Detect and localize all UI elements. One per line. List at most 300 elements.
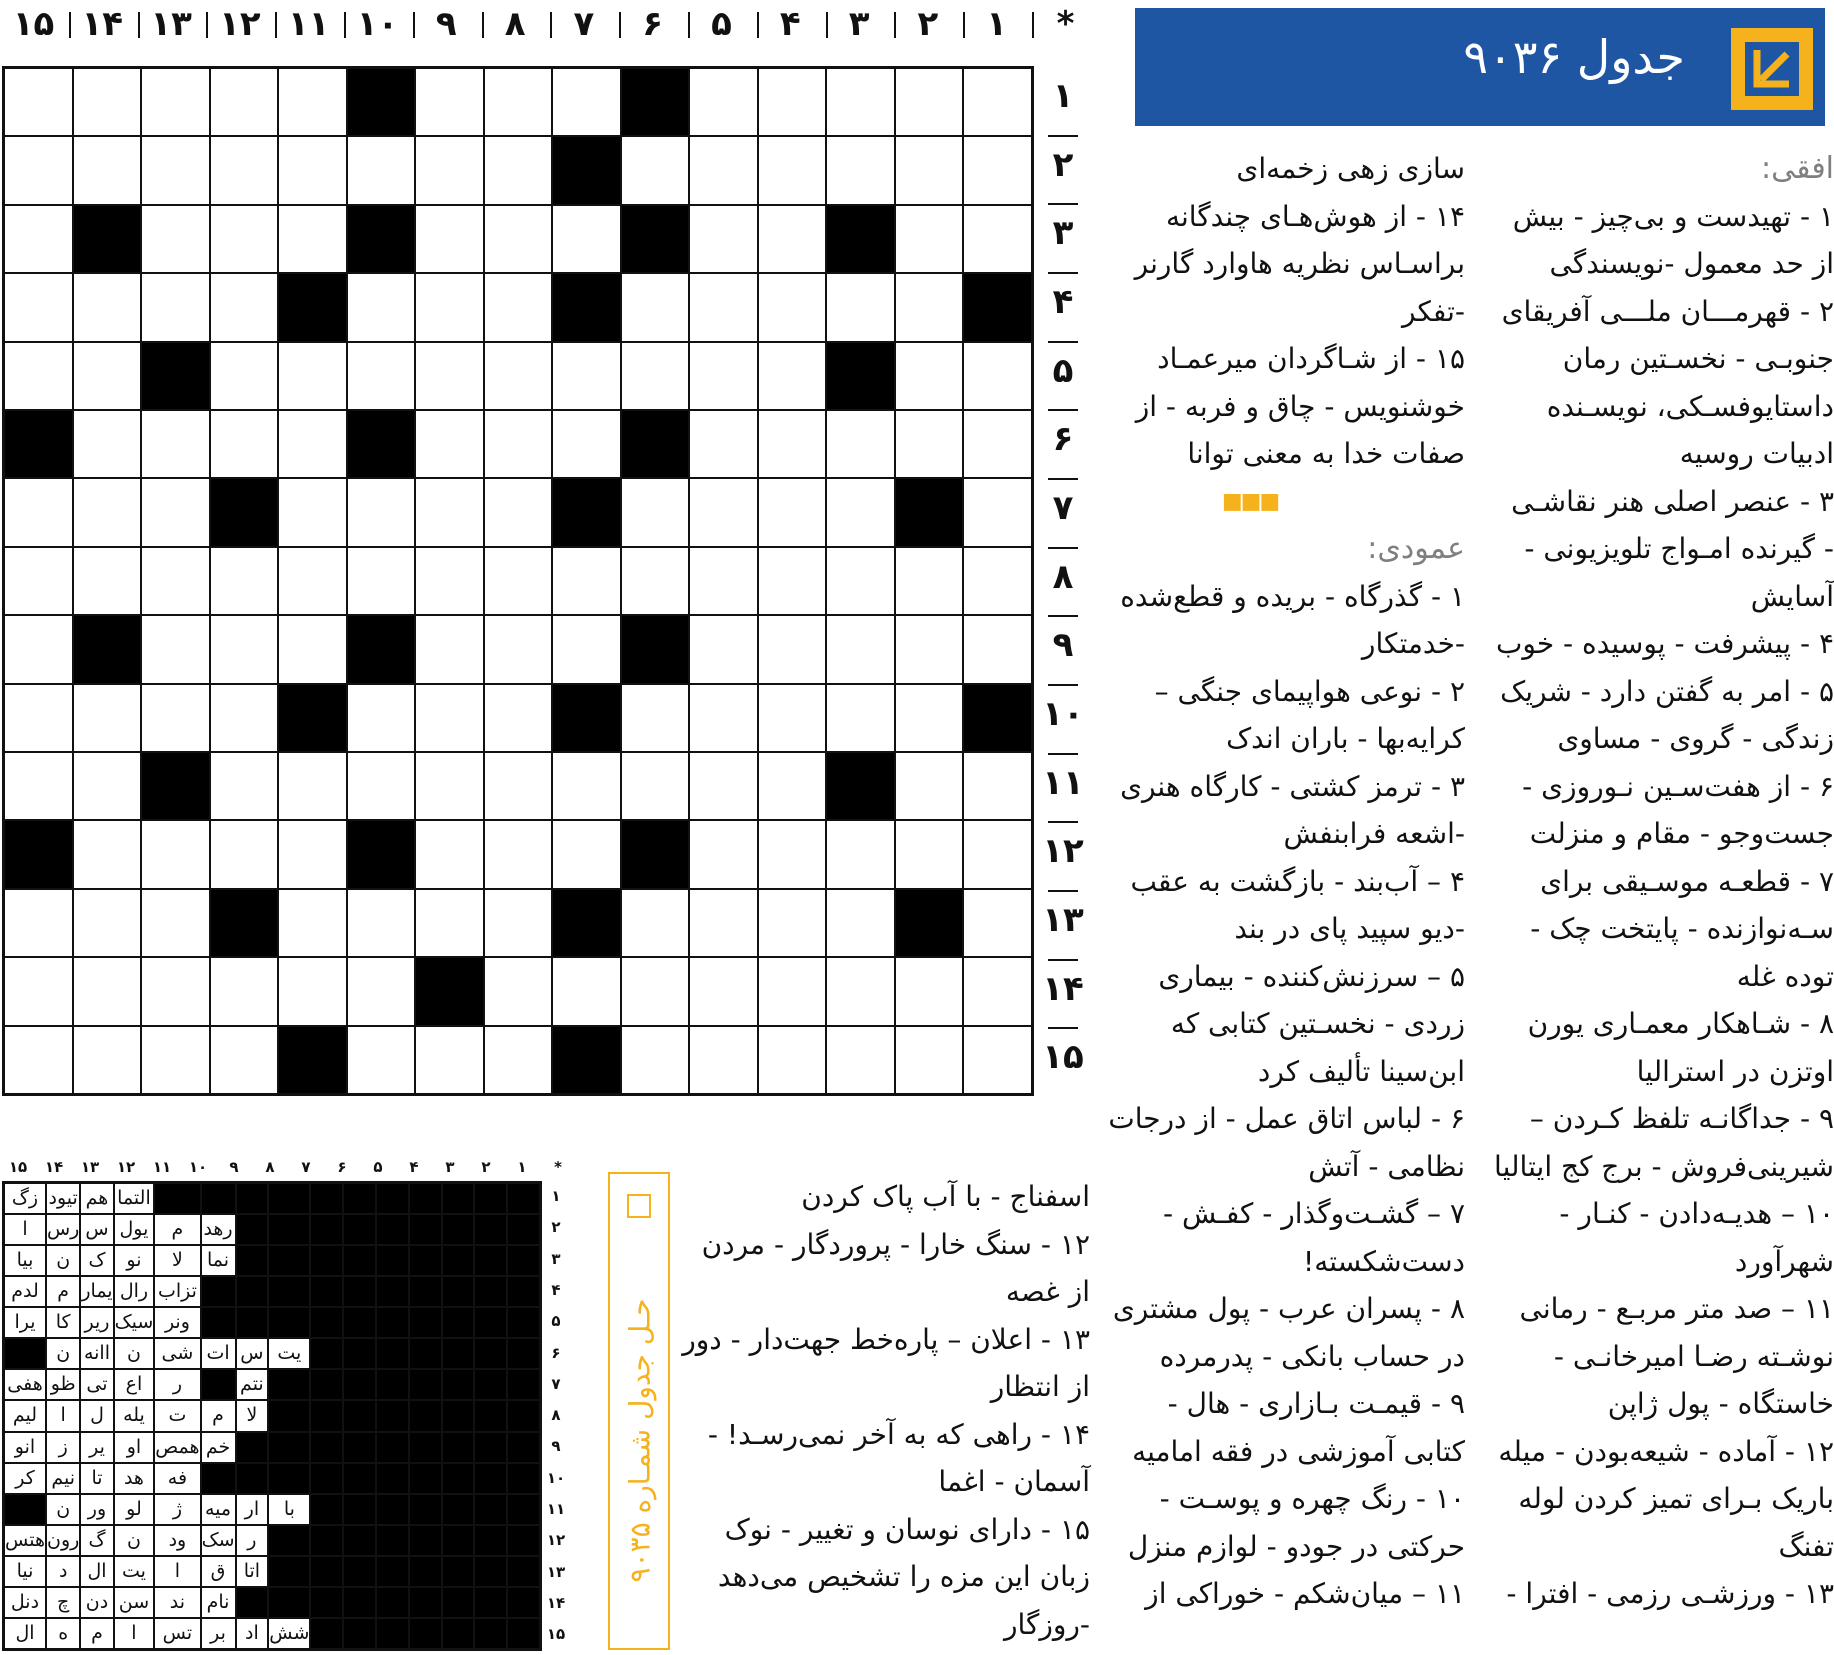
row-number: ۱۱ [1042,762,1084,803]
grid-cell[interactable] [963,547,1032,615]
grid-cell[interactable] [484,684,553,752]
grid-cell[interactable] [4,205,73,273]
grid-cell[interactable] [621,547,690,615]
grid-cell[interactable] [689,615,758,683]
grid-cell[interactable] [758,684,827,752]
grid-cell[interactable] [347,957,416,1025]
grid-cell[interactable] [963,478,1032,546]
grid-cell[interactable] [210,820,279,888]
solution-cell: م [201,1400,236,1431]
grid-cell[interactable] [895,820,964,888]
grid-cell[interactable] [4,478,73,546]
grid-cell[interactable] [347,889,416,957]
clue-line: ۱ - گذرگاه - بریده و قطع‌شده [1120,579,1465,613]
grid-cell[interactable] [210,1026,279,1094]
solution-black-cell [154,1183,200,1214]
grid-cell[interactable] [621,136,690,204]
grid-cell[interactable] [689,205,758,273]
grid-cell[interactable] [4,273,73,341]
grid-cell[interactable] [278,820,347,888]
grid-cell[interactable] [73,1026,142,1094]
grid-cell[interactable] [73,820,142,888]
grid-cell[interactable] [141,547,210,615]
black-cell [552,889,621,957]
solution-black-cell [310,1338,343,1369]
column-separator [688,12,690,38]
grid-cell[interactable] [141,136,210,204]
solution-cell: نتم [236,1369,269,1400]
grid-cell[interactable] [347,752,416,820]
grid-cell[interactable] [415,752,484,820]
solution-black-cell [474,1463,507,1494]
grid-cell[interactable] [4,615,73,683]
grid-cell[interactable] [141,1026,210,1094]
solution-black-cell [343,1556,376,1587]
black-cell [141,752,210,820]
grid-cell[interactable] [963,820,1032,888]
grid-cell[interactable] [278,68,347,136]
grid-cell[interactable] [689,342,758,410]
column-separator [550,12,552,38]
grid-cell[interactable] [552,547,621,615]
grid-cell[interactable] [210,957,279,1025]
grid-cell[interactable] [73,547,142,615]
solution-black-cell [376,1463,409,1494]
grid-cell[interactable] [621,1026,690,1094]
grid-cell[interactable] [552,615,621,683]
grid-cell[interactable] [73,957,142,1025]
solution-cell: یول [114,1214,155,1245]
solution-black-cell [409,1463,442,1494]
grid-cell[interactable] [210,342,279,410]
column-number: ۸ [504,4,526,44]
solution-black-cell [376,1494,409,1525]
grid-cell[interactable] [73,889,142,957]
grid-cell[interactable] [895,68,964,136]
grid-cell[interactable] [347,478,416,546]
black-cell [347,410,416,478]
solution-cell: همص [154,1432,200,1463]
clue-line: صفات خدا به معنی توانا [1187,437,1465,470]
grid-cell[interactable] [963,752,1032,820]
crossword-grid [2,66,1034,1096]
grid-cell[interactable] [141,957,210,1025]
solution-black-cell [343,1494,376,1525]
grid-cell[interactable] [73,68,142,136]
column-number: ۱۳ [150,4,192,44]
grid-cell[interactable] [415,615,484,683]
grid-cell[interactable] [415,273,484,341]
clue-line: ۱۴ - از هوش‌هـای چندگانه [1165,199,1465,233]
grid-cell[interactable] [621,273,690,341]
solution-black-cell [409,1618,442,1649]
clue-line: از انتظار [990,1370,1090,1403]
grid-cell[interactable] [552,68,621,136]
row-separator [1048,272,1078,274]
grid-cell[interactable] [758,68,827,136]
grid-cell[interactable] [689,752,758,820]
solution-cell: بر [201,1618,236,1649]
grid-cell[interactable] [4,684,73,752]
solution-black-cell [474,1307,507,1338]
grid-cell[interactable] [895,684,964,752]
grid-cell[interactable] [415,684,484,752]
grid-cell[interactable] [484,615,553,683]
grid-cell[interactable] [758,273,827,341]
grid-cell[interactable] [278,410,347,478]
solution-column-number: ۵ [373,1158,383,1176]
solution-black-cell [474,1556,507,1587]
row-separator [1048,203,1078,205]
grid-cell[interactable] [210,273,279,341]
grid-cell[interactable] [621,957,690,1025]
solution-cell: م [154,1214,200,1245]
grid-cell[interactable] [895,547,964,615]
grid-cell[interactable] [621,889,690,957]
grid-cell[interactable] [415,342,484,410]
grid-cell[interactable] [141,273,210,341]
column-number: ۴ [779,4,801,44]
grid-cell[interactable] [895,273,964,341]
grid-cell[interactable] [484,478,553,546]
grid-cell[interactable] [484,547,553,615]
black-cell [347,615,416,683]
clue-line: ۷ - قطعـه موسـیقی برای [1540,864,1834,898]
solution-black-cell [236,1183,269,1214]
grid-cell[interactable] [4,68,73,136]
column-separator [344,12,346,38]
grid-cell[interactable] [552,752,621,820]
grid-cell[interactable] [895,615,964,683]
grid-cell[interactable] [552,410,621,478]
clue-line: ۶ - از هفت‌سـین نـوروزی - [1522,769,1834,803]
grid-cell[interactable] [141,478,210,546]
grid-cell[interactable] [689,1026,758,1094]
grid-cell[interactable] [73,752,142,820]
clue-line: ۱۵ - دارای نوسان و تغییر - نوک [724,1512,1090,1546]
grid-cell[interactable] [758,889,827,957]
grid-cell[interactable] [484,752,553,820]
grid-cell[interactable] [415,205,484,273]
grid-cell[interactable] [826,478,895,546]
grid-cell[interactable] [210,752,279,820]
column-separator [413,12,415,38]
grid-cell[interactable] [415,68,484,136]
grid-cell[interactable] [347,136,416,204]
solution-black-cell [409,1369,442,1400]
solution-column-number: ۳ [445,1158,455,1176]
grid-cell[interactable] [895,410,964,478]
clue-line: کرایه‌بها - باران اندک [1226,722,1465,755]
clue-line: ۱۲ - آماده - شیعه‌بودن - میله [1498,1434,1834,1468]
solution-black-cell [507,1525,540,1556]
column-number: ۹ [435,4,457,44]
grid-cell[interactable] [4,136,73,204]
grid-cell[interactable] [484,820,553,888]
grid-cell[interactable] [415,820,484,888]
grid-cell[interactable] [415,478,484,546]
solution-column-number: ۲ [481,1158,491,1176]
black-cell [347,820,416,888]
grid-cell[interactable] [4,889,73,957]
grid-cell[interactable] [484,1026,553,1094]
grid-cell[interactable] [963,889,1032,957]
grid-cell[interactable] [210,684,279,752]
solution-cell: ک [80,1245,113,1276]
solution-black-cell [409,1276,442,1307]
clue-line: دست‌شکسته! [1302,1244,1465,1278]
grid-cell[interactable] [73,342,142,410]
grid-cell[interactable] [826,68,895,136]
grid-cell[interactable] [347,273,416,341]
grid-cell[interactable] [826,136,895,204]
grid-cell[interactable] [552,342,621,410]
grid-cell[interactable] [826,547,895,615]
grid-cell[interactable] [552,205,621,273]
grid-cell[interactable] [826,889,895,957]
grid-cell[interactable] [278,752,347,820]
grid-cell[interactable] [484,68,553,136]
grid-cell[interactable] [689,889,758,957]
grid-cell[interactable] [689,478,758,546]
black-cell [278,1026,347,1094]
solution-cell: ار [236,1494,269,1525]
grid-cell[interactable] [826,820,895,888]
grid-cell[interactable] [963,68,1032,136]
grid-cell[interactable] [415,410,484,478]
grid-cell[interactable] [415,889,484,957]
grid-cell[interactable] [278,957,347,1025]
grid-cell[interactable] [895,957,964,1025]
grid-cell[interactable] [758,1026,827,1094]
clue-line: خوشنویس - چاق و فربه - از [1135,389,1465,423]
clue-line: براسـاس نظریه هاوارد گارنر [1134,247,1465,280]
grid-cell[interactable] [758,478,827,546]
grid-cell[interactable] [347,342,416,410]
grid-cell[interactable] [963,410,1032,478]
solution-black-cell [442,1338,475,1369]
grid-cell[interactable] [278,615,347,683]
grid-cell[interactable] [141,410,210,478]
solution-black-cell [268,1587,310,1618]
grid-cell[interactable] [963,342,1032,410]
solution-row-number: ۹ [551,1437,561,1456]
grid-cell[interactable] [758,547,827,615]
grid-cell[interactable] [210,615,279,683]
row-separator [1048,615,1078,617]
solution-cell: کر [4,1463,46,1494]
grid-cell[interactable] [963,1026,1032,1094]
grid-cell[interactable] [895,205,964,273]
grid-cell[interactable] [484,957,553,1025]
grid-cell[interactable] [621,684,690,752]
grid-cell[interactable] [415,547,484,615]
solution-black-cell [376,1587,409,1618]
solution-black-cell [474,1494,507,1525]
grid-cell[interactable] [758,205,827,273]
grid-cell[interactable] [73,684,142,752]
grid-cell[interactable] [141,205,210,273]
grid-cell[interactable] [963,615,1032,683]
black-cell [4,410,73,478]
solution-black-cell [310,1369,343,1400]
solution-black-cell [376,1245,409,1276]
solution-cell: سک [201,1525,236,1556]
grid-cell[interactable] [621,752,690,820]
grid-cell[interactable] [689,136,758,204]
grid-cell[interactable] [415,136,484,204]
grid-cell[interactable] [141,615,210,683]
grid-cell[interactable] [758,615,827,683]
solution-cell: م [46,1276,80,1307]
grid-cell[interactable] [895,1026,964,1094]
solution-row-number: ۶ [551,1343,561,1362]
grid-cell[interactable] [141,820,210,888]
grid-cell[interactable] [689,820,758,888]
grid-cell[interactable] [689,273,758,341]
solution-black-cell [376,1214,409,1245]
grid-cell[interactable] [484,342,553,410]
grid-cell[interactable] [347,684,416,752]
grid-cell[interactable] [278,342,347,410]
grid-cell[interactable] [4,547,73,615]
grid-cell[interactable] [4,957,73,1025]
grid-cell[interactable] [826,684,895,752]
grid-cell[interactable] [73,478,142,546]
solution-cell: هفی [4,1369,46,1400]
grid-cell[interactable] [141,68,210,136]
solution-cell: رهد [201,1214,236,1245]
grid-cell[interactable] [210,547,279,615]
grid-cell[interactable] [826,957,895,1025]
grid-cell[interactable] [758,820,827,888]
grid-cell[interactable] [484,205,553,273]
grid-cell[interactable] [484,273,553,341]
grid-cell[interactable] [484,136,553,204]
grid-cell[interactable] [621,478,690,546]
solution-cell: لدم [4,1276,46,1307]
grid-cell[interactable] [347,1026,416,1094]
grid-cell[interactable] [4,752,73,820]
grid-cell[interactable] [141,684,210,752]
solution-black-cell [343,1214,376,1245]
grid-cell[interactable] [278,136,347,204]
clue-line: جست‌وجو - مقام و منزلت [1529,817,1834,850]
grid-cell[interactable] [689,957,758,1025]
grid-cell[interactable] [758,342,827,410]
solution-black-cell [376,1183,409,1214]
solution-black-cell [343,1183,376,1214]
grid-cell[interactable] [552,820,621,888]
solution-black-cell [507,1587,540,1618]
grid-cell[interactable] [826,273,895,341]
solution-black-cell [310,1556,343,1587]
solution-row-number: ۱۵ [546,1625,566,1644]
solution-cell: ن [46,1245,80,1276]
grid-cell[interactable] [758,752,827,820]
grid-cell[interactable] [689,684,758,752]
grid-cell[interactable] [278,205,347,273]
solution-black-cell [310,1463,343,1494]
grid-cell[interactable] [689,68,758,136]
solution-black-cell [268,1276,310,1307]
grid-cell[interactable] [210,410,279,478]
solution-cell: س [80,1214,113,1245]
grid-cell[interactable] [278,889,347,957]
solution-cell: ن [114,1525,155,1556]
grid-cell[interactable] [758,410,827,478]
grid-cell[interactable] [826,615,895,683]
clue-line: آسمان - اغما [938,1465,1090,1498]
grid-cell[interactable] [4,1026,73,1094]
grid-cell[interactable] [73,410,142,478]
solution-cell: ند [154,1587,200,1618]
grid-cell[interactable] [758,136,827,204]
clue-line: ۳ - عنصر اصلی هنر نقاشـی [1511,484,1834,518]
grid-cell[interactable] [210,205,279,273]
grid-cell[interactable] [278,547,347,615]
grid-cell[interactable] [963,136,1032,204]
grid-cell[interactable] [552,957,621,1025]
grid-cell[interactable] [210,136,279,204]
clue-line: از حد معمول -نویسندگی [1549,247,1834,280]
solution-cell: ریر [80,1307,113,1338]
grid-cell[interactable] [4,342,73,410]
grid-cell[interactable] [141,889,210,957]
column-number: ۱۱ [287,4,330,44]
clue-line: ۱۲ - سنگ خارا - پروردگار - مردن [701,1227,1090,1261]
clue-line: ۱ - تهیدست و بی‌چیز - بیش [1512,199,1834,233]
solution-black-cell [409,1494,442,1525]
black-cell [552,1026,621,1094]
column-separator [619,12,621,38]
grid-cell[interactable] [689,547,758,615]
solution-cell: س [236,1338,269,1369]
grid-cell[interactable] [73,136,142,204]
grid-cell[interactable] [895,342,964,410]
grid-cell[interactable] [895,752,964,820]
row-separator [1048,1027,1078,1029]
clue-line: در حساب بانکی - پدرمرده [1159,1339,1465,1373]
row-separator [1048,959,1078,961]
grid-cell[interactable] [484,410,553,478]
grid-cell[interactable] [963,957,1032,1025]
grid-cell[interactable] [415,1026,484,1094]
grid-cell[interactable] [963,205,1032,273]
solution-black-cell [409,1400,442,1431]
grid-cell[interactable] [689,410,758,478]
grid-cell[interactable] [278,478,347,546]
grid-cell[interactable] [210,68,279,136]
grid-cell[interactable] [347,547,416,615]
solution-cell: نما [201,1245,236,1276]
clue-line: زبان این مزه را تشخیص می‌دهد [717,1560,1090,1593]
clue-line: اوتزن در استرالیا [1636,1054,1834,1088]
solution-black-cell [507,1463,540,1494]
grid-cell[interactable] [484,889,553,957]
grid-cell[interactable] [621,342,690,410]
grid-cell[interactable] [758,957,827,1025]
solution-black-cell [343,1307,376,1338]
solution-black-cell [236,1276,269,1307]
row-number: ۴ [1052,282,1074,322]
grid-cell[interactable] [826,410,895,478]
column-number: ۱۲ [219,4,261,44]
grid-cell[interactable] [895,136,964,204]
black-cell [73,205,142,273]
grid-cell[interactable] [73,273,142,341]
grid-cell[interactable] [826,1026,895,1094]
